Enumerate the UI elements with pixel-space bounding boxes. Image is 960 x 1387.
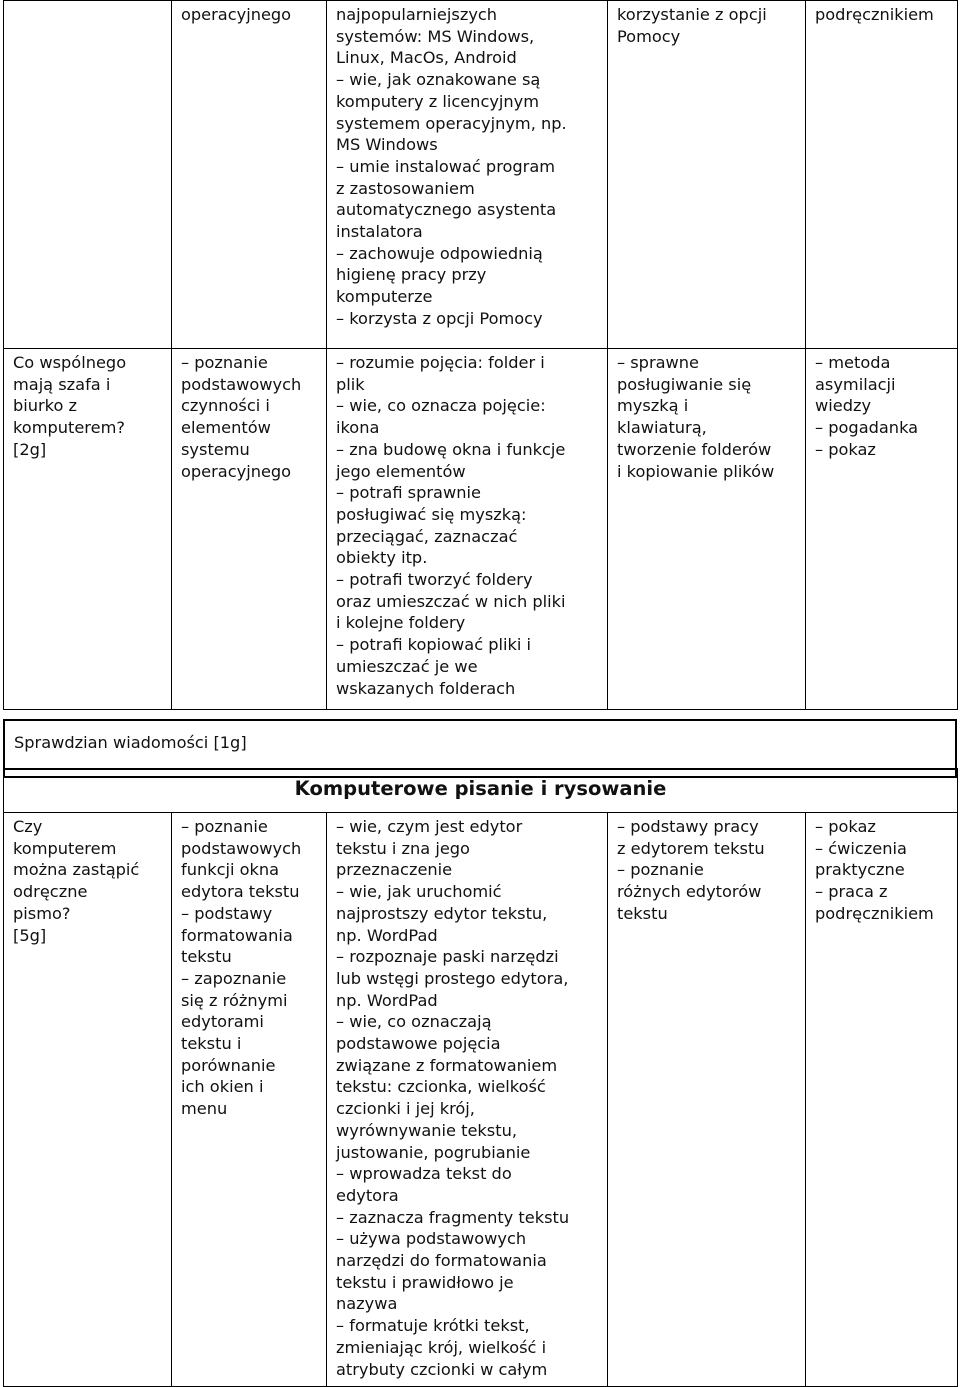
question-cell bbox=[4, 813, 172, 1387]
methods-cell bbox=[806, 349, 958, 710]
text-line: – potrafi kopiować pliki i bbox=[336, 635, 532, 655]
text-line: – sprawne bbox=[617, 353, 699, 372]
achievements-cell bbox=[327, 1, 608, 349]
text-line: i kolejne foldery bbox=[336, 613, 466, 633]
text-line: – poznanie bbox=[181, 817, 268, 836]
text-line: – wie, jak uruchomić bbox=[336, 882, 502, 902]
text-line: praktyczne bbox=[815, 860, 905, 880]
text-line: – wie, co oznacza pojęcie: bbox=[336, 396, 546, 416]
text-line: – metoda bbox=[815, 353, 891, 372]
text-line: wskazanych folderach bbox=[336, 678, 516, 698]
text-line: – pokaz bbox=[815, 817, 876, 836]
text-line: operacyjnego bbox=[181, 461, 292, 481]
text-line: systemów: MS Windows, bbox=[336, 26, 535, 46]
text-line: podstawowe pojęcia bbox=[336, 1034, 501, 1054]
skills-cell bbox=[608, 349, 806, 710]
text-line: oraz umieszczać w nich pliki bbox=[336, 591, 566, 611]
text-line: komputerze bbox=[336, 287, 433, 307]
text-line: – pokaz bbox=[815, 439, 876, 459]
question-cell bbox=[4, 1, 172, 349]
text-line: funkcji okna bbox=[181, 860, 280, 880]
text-line: komputerem bbox=[13, 838, 117, 858]
text-line: umieszczać je we bbox=[336, 656, 478, 676]
text-line: podręcznikiem bbox=[815, 5, 934, 24]
text-line: podstawowych bbox=[181, 838, 302, 858]
text-line: asymilacji bbox=[815, 374, 896, 394]
text-line: jego elementów bbox=[336, 461, 466, 481]
goals-cell bbox=[172, 349, 327, 710]
text-line: tekstu i prawidłowo je bbox=[336, 1272, 514, 1292]
text-line: – wie, czym jest edytor bbox=[336, 817, 523, 836]
text-line: tekstu bbox=[617, 903, 668, 923]
text-line: – zaznacza fragmenty tekstu bbox=[336, 1207, 570, 1227]
text-line: Czy bbox=[13, 817, 43, 836]
text-line: – wie, co oznaczają bbox=[336, 1012, 492, 1032]
text-line: [2g] bbox=[13, 439, 47, 459]
text-line: – poznanie bbox=[617, 860, 704, 880]
goals-cell bbox=[172, 813, 327, 1387]
text-line: komputery z licencyjnym bbox=[336, 91, 540, 111]
table-row bbox=[4, 1, 958, 349]
achievements-cell bbox=[327, 813, 608, 1387]
table-row bbox=[4, 349, 958, 710]
achievements-cell bbox=[327, 349, 608, 710]
text-line: narzędzi do formatowania bbox=[336, 1251, 547, 1271]
text-line: pismo? bbox=[13, 903, 71, 923]
text-line: [5g] bbox=[13, 925, 47, 945]
goals-cell bbox=[172, 1, 327, 349]
text-line: wiedzy bbox=[815, 396, 872, 416]
table-row bbox=[4, 813, 958, 1387]
quiz-label: Sprawdzian wiadomości [1g] bbox=[4, 720, 956, 777]
text-line: elementów bbox=[181, 418, 271, 438]
text-line: korzystanie z opcji bbox=[617, 5, 767, 24]
skills-cell bbox=[608, 1, 806, 349]
text-line: edytora bbox=[336, 1185, 399, 1205]
text-line: tekstu i bbox=[181, 1034, 242, 1054]
text-line: atrybuty czcionki w całym bbox=[336, 1359, 548, 1379]
text-line: nazywa bbox=[336, 1294, 398, 1314]
methods-cell bbox=[806, 1, 958, 349]
text-line: – praca z bbox=[815, 882, 888, 902]
text-line: wyrównywanie tekstu, bbox=[336, 1120, 517, 1140]
text-line: np. WordPad bbox=[336, 990, 438, 1010]
text-line: myszką i bbox=[617, 396, 689, 416]
text-line: – wie, jak oznakowane są bbox=[336, 70, 541, 90]
text-line: posługiwać się myszką: bbox=[336, 504, 527, 524]
text-line: Pomocy bbox=[617, 26, 681, 46]
text-line: – umie instalować program bbox=[336, 156, 556, 176]
text-line: – korzysta z opcji Pomocy bbox=[336, 308, 543, 328]
section-header-row bbox=[4, 769, 958, 813]
text-line: edytorami bbox=[181, 1012, 264, 1032]
text-line: np. WordPad bbox=[336, 925, 438, 945]
text-line: klawiaturą, bbox=[617, 418, 707, 438]
curriculum-table-top bbox=[3, 0, 958, 710]
text-line: instalatora bbox=[336, 222, 423, 242]
text-line: tekstu i zna jego bbox=[336, 838, 470, 858]
text-line: czynności i bbox=[181, 396, 270, 416]
text-line: automatycznego asystenta bbox=[336, 200, 557, 220]
methods-cell bbox=[806, 813, 958, 1387]
question-cell bbox=[4, 349, 172, 710]
text-line: najpopularniejszych bbox=[336, 5, 498, 24]
text-line: – rozumie pojęcia: folder i bbox=[336, 353, 545, 372]
text-line: różnych edytorów bbox=[617, 882, 762, 902]
text-line: podręcznikiem bbox=[815, 903, 934, 923]
text-line: – rozpoznaje paski narzędzi bbox=[336, 947, 559, 967]
text-line: formatowania bbox=[181, 925, 293, 945]
text-line: z edytorem tekstu bbox=[617, 838, 765, 858]
text-line: – wprowadza tekst do bbox=[336, 1164, 512, 1184]
text-line: się z różnymi bbox=[181, 990, 288, 1010]
text-line: systemu bbox=[181, 439, 250, 459]
section-title: Komputerowe pisanie i rysowanie bbox=[4, 769, 958, 813]
text-line: komputerem? bbox=[13, 418, 125, 438]
text-line: plik bbox=[336, 374, 365, 394]
text-line: – zachowuje odpowiednią bbox=[336, 243, 543, 263]
text-line: – potrafi tworzyć foldery bbox=[336, 570, 533, 590]
text-line: ikona bbox=[336, 418, 380, 438]
text-line: zmieniając krój, wielkość i bbox=[336, 1337, 547, 1357]
text-line: MS Windows bbox=[336, 135, 438, 155]
text-line: – zapoznanie bbox=[181, 968, 287, 988]
text-line: najprostszy edytor tekstu, bbox=[336, 903, 548, 923]
text-line: Co wspólnego bbox=[13, 353, 127, 372]
text-line: operacyjnego bbox=[181, 5, 292, 24]
text-line: – ćwiczenia bbox=[815, 838, 907, 858]
text-line: ich okien i bbox=[181, 1077, 264, 1097]
text-line: Linux, MacOs, Android bbox=[336, 48, 517, 68]
text-line: porównanie bbox=[181, 1055, 276, 1075]
text-line: związane z formatowaniem bbox=[336, 1055, 558, 1075]
text-line: justowanie, pogrubianie bbox=[336, 1142, 531, 1162]
text-line: – formatuje krótki tekst, bbox=[336, 1316, 530, 1336]
text-line: – poznanie bbox=[181, 353, 268, 372]
text-line: biurko z bbox=[13, 396, 78, 416]
text-line: odręczne bbox=[13, 882, 88, 902]
text-line: podstawowych bbox=[181, 374, 302, 394]
text-line: – zna budowę okna i funkcje bbox=[336, 439, 566, 459]
text-line: – potrafi sprawnie bbox=[336, 483, 481, 503]
text-line: przeciągać, zaznaczać bbox=[336, 526, 518, 546]
skills-cell bbox=[608, 813, 806, 1387]
text-line: – podstawy pracy bbox=[617, 817, 759, 836]
text-line: można zastąpić bbox=[13, 860, 140, 880]
text-line: edytora tekstu bbox=[181, 882, 300, 902]
curriculum-table-bottom bbox=[3, 768, 958, 1387]
text-line: posługiwanie się bbox=[617, 374, 752, 394]
text-line: lub wstęgi prostego edytora, bbox=[336, 968, 569, 988]
text-line: – podstawy bbox=[181, 903, 273, 923]
text-line: obiekty itp. bbox=[336, 548, 428, 568]
text-line: tekstu bbox=[181, 947, 232, 967]
text-line: tekstu: czcionka, wielkość bbox=[336, 1077, 546, 1097]
text-line: – używa podstawowych bbox=[336, 1229, 527, 1249]
text-line: i kopiowanie plików bbox=[617, 461, 775, 481]
text-line: menu bbox=[181, 1099, 228, 1119]
text-line: z zastosowaniem bbox=[336, 178, 475, 198]
text-line: przeznaczenie bbox=[336, 860, 453, 880]
text-line: higienę pracy przy bbox=[336, 265, 487, 285]
text-line: – pogadanka bbox=[815, 418, 919, 438]
text-line: mają szafa i bbox=[13, 374, 111, 394]
text-line: tworzenie folderów bbox=[617, 439, 772, 459]
text-line: systemem operacyjnym, np. bbox=[336, 113, 567, 133]
text-line: czcionki i jej krój, bbox=[336, 1099, 475, 1119]
